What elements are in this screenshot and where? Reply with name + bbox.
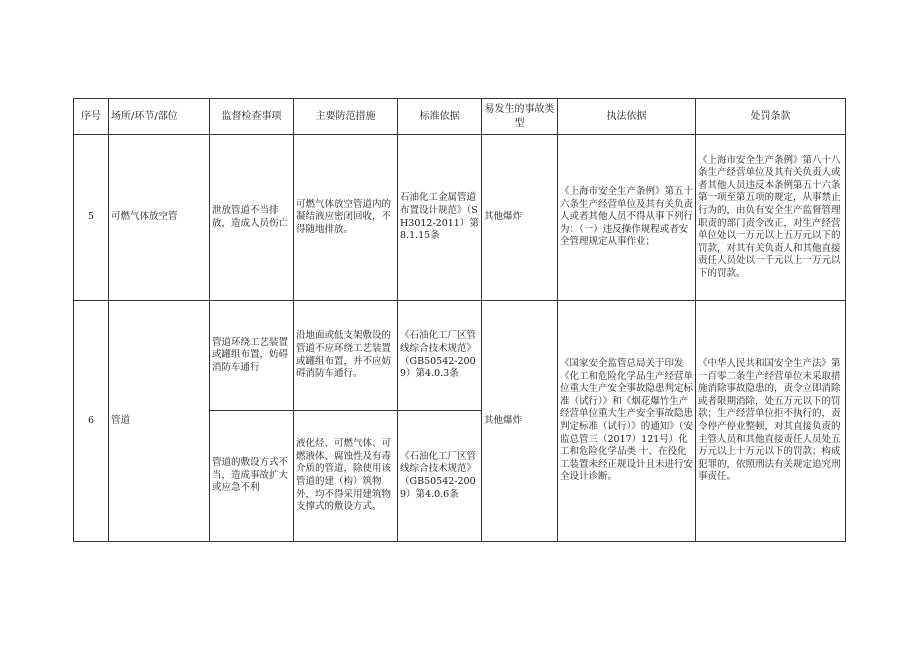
row-standard: 《石油化工厂区管线综合技术规范》（GB50542-2009）第4.0.3条 — [398, 301, 482, 411]
header-no: 序号 — [74, 99, 109, 135]
row-item: 泄放管道不当排放，造成人员伤亡 — [210, 135, 294, 301]
row-measure: 液化烃、可燃气体、可燃液体、腐蚀性及有毒介质的管道，除使用该管道的建（构）筑物外，均不得采用建筑物支撑式的敷设方式。 — [294, 411, 398, 542]
row-measure: 沿地面或低支架敷设的管道不应环绕工艺装置或罐组布置，并不应妨碍消防车通行。 — [294, 301, 398, 411]
row-place: 可燃气体放空管 — [109, 135, 210, 301]
header-accident-type: 易发生的事故类型 — [482, 99, 558, 135]
header-law: 执法依据 — [558, 99, 696, 135]
header-row — [74, 99, 846, 135]
header-standard: 标准依据 — [398, 99, 482, 135]
row-measure: 可燃气体放空管道内的凝结液应密闭回收，不得随地排放。 — [294, 135, 398, 301]
header-item: 监督检查事项 — [210, 99, 294, 135]
row-law: 《上海市安全生产条例》第五十六条生产经营单位及其有关负责人或者其他人员不得从事下列行为：（一）违反操作规程或者安全管理规定从事作业； — [558, 135, 696, 301]
table-row — [74, 301, 846, 411]
row-place: 管道 — [109, 301, 210, 542]
row-accident-type: 其他爆炸 — [482, 135, 558, 301]
header-penalty: 处罚条款 — [696, 99, 846, 135]
hazard-inspection-table — [73, 98, 846, 542]
row-law: 《国家安全监管总局关于印发《化工和危险化学品生产经营单位重大生产安全事故隐患判定标准（试行）》和《烟花爆竹生产经营单位重大生产安全事故隐患判定标准（试行）》的通知》（安监总管三（2017）121号）化工和危险化学品类 十、在役化工装置未经正规设计且未进行安全设计诊断。 — [558, 301, 696, 542]
row-penalty: 《中华人民共和国安全生产法》第一百零二条生产经营单位未采取措施消除事故隐患的，责令立即消除或者限期消除，处五万元以下的罚款；生产经营单位拒不执行的，责令停产停业整顿，对其直接负责的主管人员和其他直接责任人员处五万元以上十万元以下的罚款；构成犯罪的，依照刑法有关规定追究刑事责任。 — [696, 301, 846, 542]
table-row — [74, 135, 846, 301]
row-standard: 《石油化工厂区管线综合技术规范》（GB50542-2009）第4.0.6条 — [398, 411, 482, 542]
row-penalty: 《上海市安全生产条例》第八十八条生产经营单位及其有关负责人或者其他人员违反本条例第五十六条第一项至第五项的规定，从事禁止行为的，由负有安全生产监督管理职责的部门责令改正，对生产经营单位处以一万元以上五万元以下的罚款，对其有关负责人和其他直接责任人员处以一千元以上一万元以下的罚款。 — [696, 135, 846, 301]
row-standard: 石油化工金属管道布置设计规范》（SH3012-2011）第8.1.15条 — [398, 135, 482, 301]
row-item: 管道的敷设方式不当，造成事故扩大或应急不利 — [210, 411, 294, 542]
row-item: 管道环绕工艺装置或罐组布置，妨碍消防车通行 — [210, 301, 294, 411]
header-place: 场所/环节/部位 — [109, 99, 210, 135]
row-number: 6 — [74, 301, 109, 542]
row-number: 5 — [74, 135, 109, 301]
header-measure: 主要防范措施 — [294, 99, 398, 135]
row-accident-type: 其他爆炸 — [482, 301, 558, 542]
